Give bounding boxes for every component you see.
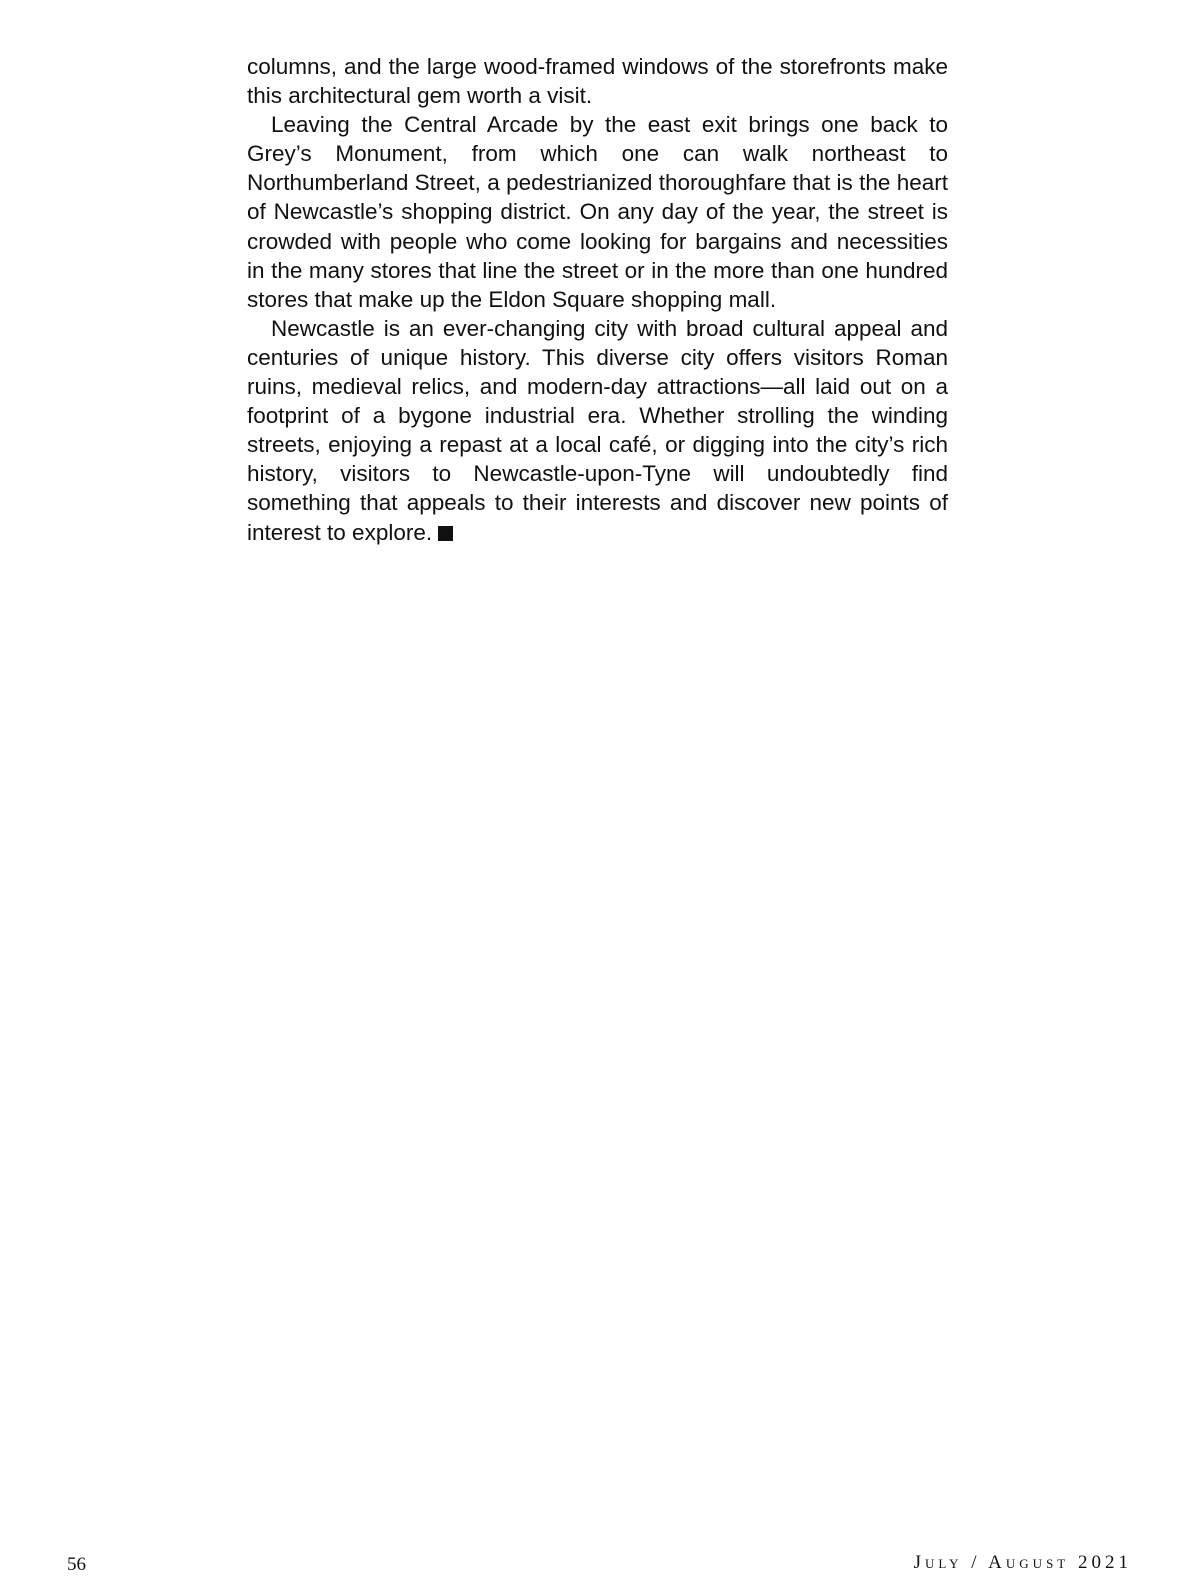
issue-date: July / August 2021	[913, 1552, 1132, 1573]
page-number: 56	[67, 1554, 86, 1575]
paragraph-2: Leaving the Central Arcade by the east exit brings one back to Grey’s Monument, from which one can walk northeast to Northumberland Street, a pedestrianized thoroughfare that is the heart of Newcastle’s shopping district. On any day of the year, the street is crowded with people who come looking for bargains and necessities in the many stores that line the street or in the more than one hundred stores that make up the Eldon Square shopping mall.	[247, 112, 948, 312]
paragraph-3	[247, 314, 948, 547]
paragraph-3-text: Newcastle is an ever-changing city with broad cultural appeal and centuries of unique history. This diverse city offers visitors Roman ruins, medieval relics, and modern-day attractions—all laid out on a footprint of a bygone industrial era. Whether strolling the winding streets, enjoying a repast at a local café, or digging into the city’s rich history, visitors to Newcastle-upon-Tyne will undoubtedly find something that appeals to their interests and discover new points of interest to explore.	[247, 315, 948, 545]
paragraph-1: columns, and the large wood-framed windows of the storefronts make this architectural gem worth a visit.	[247, 54, 948, 109]
end-mark-icon	[438, 526, 453, 541]
article-body	[247, 52, 948, 547]
